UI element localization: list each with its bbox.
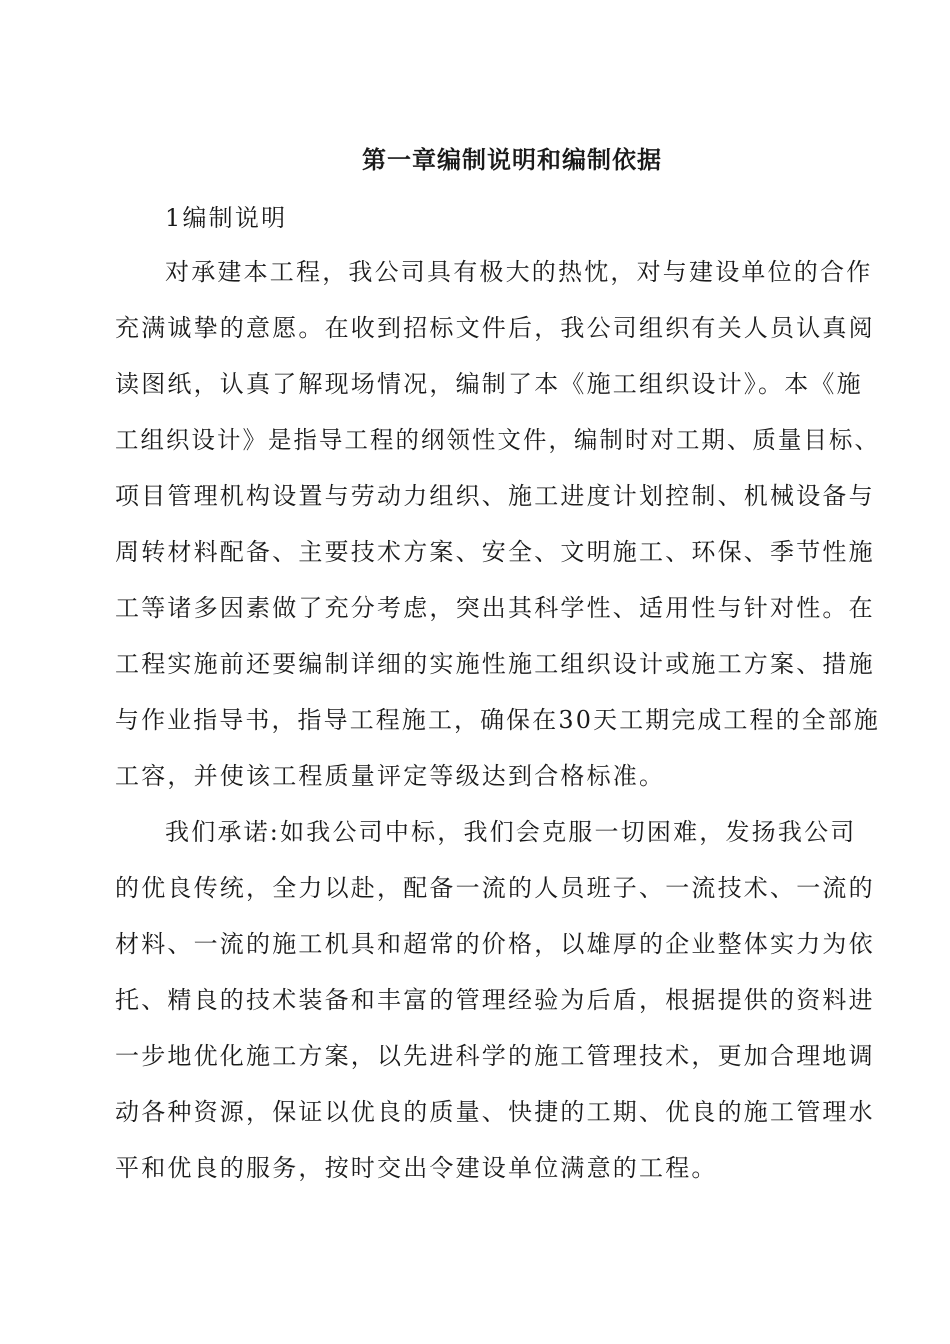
paragraph-1-line: 周转材料配备、主要技术方案、安全、文明施工、环保、季节性施: [115, 538, 875, 566]
paragraph-2-line: 平和优良的服务，按时交出令建设单位满意的工程。: [115, 1154, 718, 1182]
section-heading: 1编制说明: [165, 204, 288, 232]
paragraph-1-line: 对承建本工程，我公司具有极大的热忱，对与建设单位的合作: [165, 258, 873, 286]
paragraph-2-line: 材料、一流的施工机具和超常的价格，以雄厚的企业整体实力为依: [115, 930, 875, 958]
paragraph-1-line: 充满诚挚的意愿。在收到招标文件后，我公司组织有关人员认真阅: [115, 314, 875, 342]
paragraph-2-line: 我们承诺:如我公司中标，我们会克服一切困难，发扬我公司: [165, 818, 857, 846]
paragraph-2-line: 动各种资源，保证以优良的质量、快捷的工期、优良的施工管理水: [115, 1098, 875, 1126]
paragraph-2-line: 一步地优化施工方案，以先进科学的施工管理技术，更加合理地调: [115, 1042, 875, 1070]
paragraph-2-line: 托、精良的技术装备和丰富的管理经验为后盾，根据提供的资料进: [115, 986, 875, 1014]
paragraph-1-line: 读图纸，认真了解现场情况，编制了本《施工组织设计》。本《施: [115, 370, 863, 398]
chapter-title: 第一章编制说明和编制依据: [362, 145, 662, 174]
paragraph-1-line: 工组织设计》是指导工程的纲领性文件，编制时对工期、质量目标、: [115, 426, 880, 454]
paragraph-1-line: 与作业指导书，指导工程施工，确保在30天工期完成工程的全部施: [115, 706, 880, 734]
paragraph-1-line: 项目管理机构设置与劳动力组织、施工进度计划控制、机械设备与: [115, 482, 875, 510]
paragraph-1-line: 工等诸多因素做了充分考虑，突出其科学性、适用性与针对性。在: [115, 594, 875, 622]
paragraph-1-line: 工容，并使该工程质量评定等级达到合格标准。: [115, 762, 666, 790]
paragraph-2-line: 的优良传统，全力以赴，配备一流的人员班子、一流技术、一流的: [115, 874, 875, 902]
paragraph-1-line: 工程实施前还要编制详细的实施性施工组织设计或施工方案、措施: [115, 650, 875, 678]
